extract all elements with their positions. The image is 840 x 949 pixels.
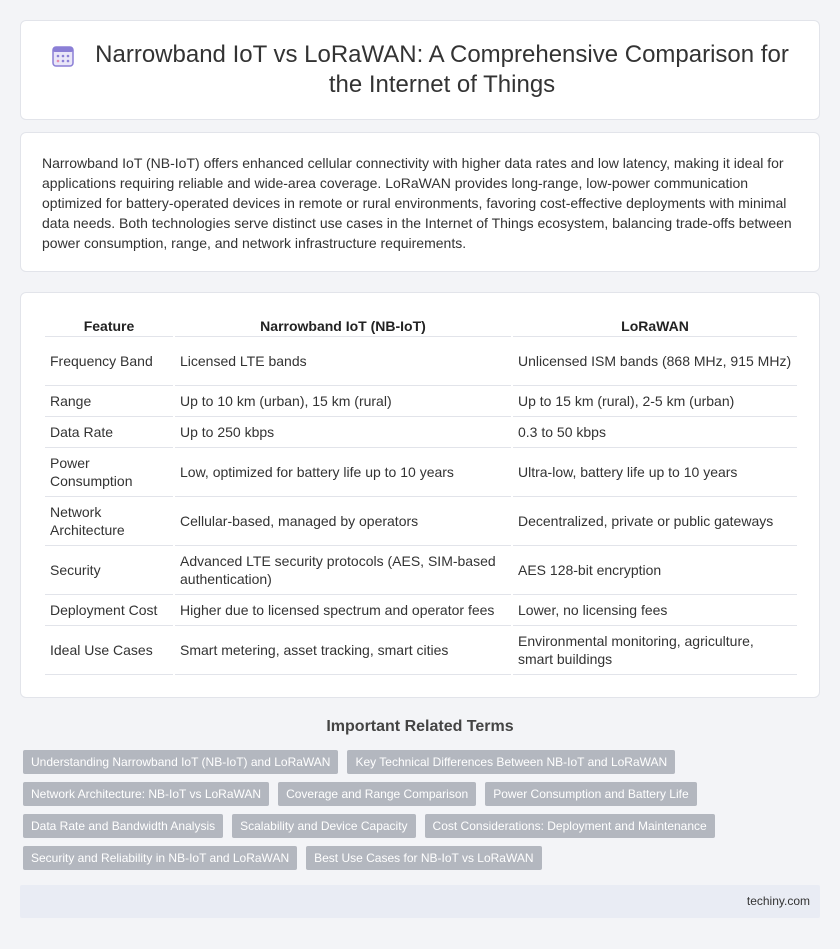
title-card [20, 20, 820, 120]
related-tag[interactable]: Key Technical Differences Between NB-IoT and LoRaWAN [347, 750, 675, 774]
intro-text: Narrowband IoT (NB-IoT) offers enhanced cellular connectivity with higher data rates and low latency, making it ideal for applications requiring reliable and wide-area coverage. LoRaWAN provides long-range, low-power communication optimized for battery-operated devices in remote or rural environments, favoring cost-effective deployments with minimal data needs. Both technologies serve distinct use cases in the Internet of Things ecosystem, balancing trade-offs between power consumption, range, and network infrastructure requirements. [42, 155, 792, 251]
comparison-table [43, 311, 799, 675]
related-tag[interactable]: Coverage and Range Comparison [278, 782, 476, 806]
table-row [45, 448, 797, 497]
cell-lorawan: Environmental monitoring, agriculture, smart buildings [513, 626, 797, 675]
related-tag[interactable]: Security and Reliability in NB-IoT and LoRaWAN [23, 846, 297, 870]
footer [20, 885, 820, 918]
table-row [45, 595, 797, 626]
cell-feature: Security [45, 546, 173, 595]
tag-row [23, 782, 823, 806]
cell-lorawan: Up to 15 km (rural), 2-5 km (urban) [513, 386, 797, 417]
cell-feature: Power Consumption [45, 448, 173, 497]
related-tag[interactable]: Best Use Cases for NB-IoT vs LoRaWAN [306, 846, 541, 870]
cell-nbiot: Licensed LTE bands [175, 337, 511, 386]
header-nbiot: Narrowband IoT (NB-IoT) [175, 311, 511, 337]
table-row [45, 497, 797, 546]
cell-nbiot: Low, optimized for battery life up to 10 years [175, 448, 511, 497]
related-tag[interactable]: Scalability and Device Capacity [232, 814, 415, 838]
header-lorawan: LoRaWAN [513, 311, 797, 337]
cell-lorawan: Ultra-low, battery life up to 10 years [513, 448, 797, 497]
cell-feature: Ideal Use Cases [45, 626, 173, 675]
cell-nbiot: Up to 10 km (urban), 15 km (rural) [175, 386, 511, 417]
cell-feature: Network Architecture [45, 497, 173, 546]
related-tag[interactable]: Data Rate and Bandwidth Analysis [23, 814, 223, 838]
cell-nbiot: Smart metering, asset tracking, smart cities [175, 626, 511, 675]
page-title: Narrowband IoT vs LoRaWAN: A Comprehensive Comparison for the Internet of Things [95, 41, 789, 98]
cell-lorawan: Decentralized, private or public gateways [513, 497, 797, 546]
cell-feature: Deployment Cost [45, 595, 173, 626]
related-terms-title: Important Related Terms [326, 718, 514, 735]
cell-nbiot: Up to 250 kbps [175, 417, 511, 448]
table-header-row [45, 311, 797, 337]
related-tag[interactable]: Network Architecture: NB-IoT vs LoRaWAN [23, 782, 269, 806]
tag-row [23, 814, 823, 838]
intro-card [20, 132, 820, 272]
cell-nbiot: Higher due to licensed spectrum and operator fees [175, 595, 511, 626]
cell-feature: Range [45, 386, 173, 417]
table-row [45, 386, 797, 417]
cell-nbiot: Advanced LTE security protocols (AES, SIM-based authentication) [175, 546, 511, 595]
related-tag[interactable]: Understanding Narrowband IoT (NB-IoT) and LoRaWAN [23, 750, 338, 774]
calendar-grid-icon [51, 44, 75, 68]
cell-lorawan: AES 128-bit encryption [513, 546, 797, 595]
table-row [45, 337, 797, 386]
tag-row [23, 750, 823, 774]
cell-lorawan: 0.3 to 50 kbps [513, 417, 797, 448]
table-row [45, 417, 797, 448]
footer-brand[interactable]: techiny.com [746, 894, 810, 908]
table-row [45, 626, 797, 675]
related-tag[interactable]: Cost Considerations: Deployment and Maintenance [425, 814, 715, 838]
tag-row [23, 846, 823, 870]
comparison-table-card [20, 292, 820, 698]
related-tags [23, 750, 823, 878]
cell-lorawan: Lower, no licensing fees [513, 595, 797, 626]
cell-feature: Frequency Band [45, 337, 173, 386]
cell-lorawan: Unlicensed ISM bands (868 MHz, 915 MHz) [513, 337, 797, 386]
cell-feature: Data Rate [45, 417, 173, 448]
related-tag[interactable]: Power Consumption and Battery Life [485, 782, 696, 806]
title-wrap [51, 40, 789, 100]
header-feature: Feature [45, 311, 173, 337]
cell-nbiot: Cellular-based, managed by operators [175, 497, 511, 546]
table-row [45, 546, 797, 595]
